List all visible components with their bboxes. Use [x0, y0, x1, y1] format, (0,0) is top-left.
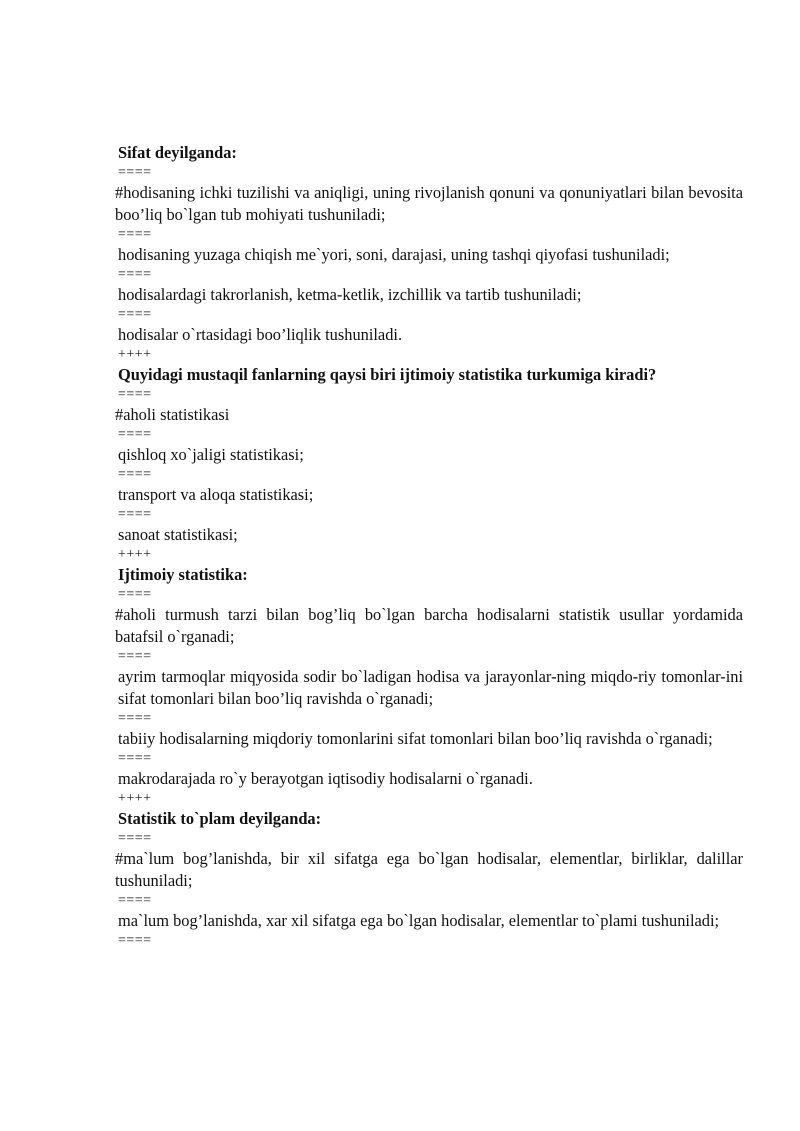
option-separator: ==== — [118, 507, 152, 522]
option-separator: ==== — [118, 587, 152, 602]
question-title: Statistik to`plam deyilganda: — [118, 809, 322, 828]
question-separator: ++++ — [118, 547, 152, 562]
option: hodisalar o`rtasidagi boo’liqlik tushuniladi. — [118, 325, 403, 344]
option-separator: ==== — [118, 307, 152, 322]
option: transport va aloqa statistikasi; — [118, 485, 314, 504]
option-separator: ==== — [118, 751, 152, 766]
option-separator: ==== — [118, 227, 152, 242]
option-separator: ==== — [118, 467, 152, 482]
question-separator: ++++ — [118, 791, 152, 806]
question-block-4 — [115, 808, 743, 950]
question-block-1 — [115, 142, 743, 364]
option-separator: ==== — [118, 649, 152, 664]
option-separator: ==== — [118, 267, 152, 282]
option-separator: ==== — [118, 831, 152, 846]
question-block-3 — [115, 564, 743, 808]
option: ma`lum bog’lanishda, xar xil sifatga ega bo`lgan hodisalar, elementlar to`plami tushuniladi; — [118, 911, 720, 930]
option-correct: #aholi statistikasi — [115, 405, 230, 424]
option: qishloq xo`jaligi statistikasi; — [118, 445, 304, 464]
option: hodisaning yuzaga chiqish me`yori, soni, darajasi, uning tashqi qiyofasi tushuniladi; — [118, 245, 670, 264]
option-separator: ==== — [118, 427, 152, 442]
question-title: Quyidagi mustaqil fanlarning qaysi biri ijtimoiy statistika turkumiga kiradi? — [118, 365, 657, 384]
option-correct: #hodisaning ichki tuzilishi va aniqligi, uning rivojlanish qonuni va qonuniyatlari bilan bevosita boo’liq bo`lgan tub mohiyati tushuniladi; — [115, 183, 743, 224]
option: ayrim tarmoqlar miqyosida sodir bo`ladigan hodisa va jarayonlar-ning miqdo-riy tomonlar-ini sifat tomonlari bilan boo’liq ravishda o`rganadi; — [118, 667, 743, 708]
option-correct: #ma`lum bog’lanishda, bir xil sifatga ega bo`lgan hodisalar, elementlar, birliklar, dalillar tushuniladi; — [115, 849, 743, 890]
option: tabiiy hodisalarning miqdoriy tomonlarini sifat tomonlari bilan boo’liq ravishda o`rganadi; — [118, 729, 713, 748]
question-separator: ++++ — [118, 347, 152, 362]
document-page — [115, 142, 743, 950]
question-block-2 — [115, 364, 743, 564]
question-title: Ijtimoiy statistika: — [118, 565, 248, 584]
option-separator: ==== — [118, 165, 152, 180]
option: hodisalardagi takrorlanish, ketma-ketlik, izchillik va tartib tushuniladi; — [118, 285, 582, 304]
question-title: Sifat deyilganda: — [118, 143, 237, 162]
option-separator: ==== — [118, 711, 152, 726]
option-separator: ==== — [118, 387, 152, 402]
option: makrodarajada ro`y berayotgan iqtisodiy hodisalarni o`rganadi. — [118, 769, 533, 788]
option: sanoat statistikasi; — [118, 525, 238, 544]
option-separator: ==== — [118, 933, 152, 948]
option-correct: #aholi turmush tarzi bilan bog’liq bo`lgan barcha hodisalarni statistik usullar yordamida batafsil o`rganadi; — [115, 605, 743, 646]
option-separator: ==== — [118, 893, 152, 908]
